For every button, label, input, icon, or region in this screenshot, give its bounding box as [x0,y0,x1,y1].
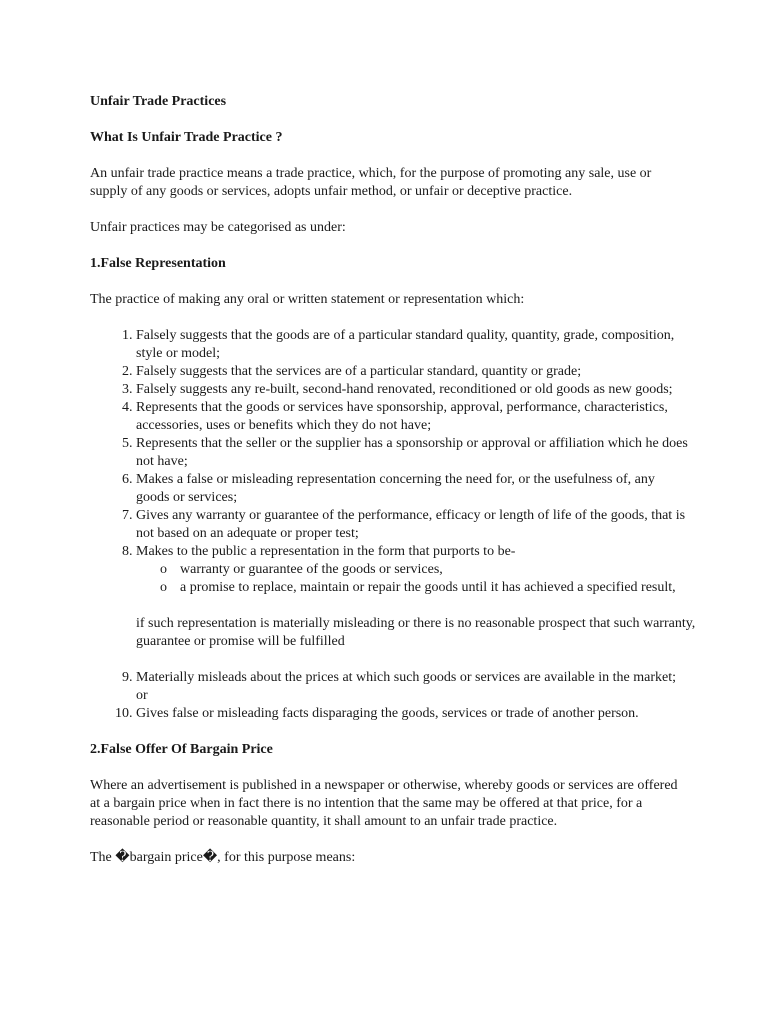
list-item: 9. Materially misleads about the prices at which such goods or services are available in the market; or [136,669,690,705]
list-item-8 [136,543,696,651]
list-item: 1. Falsely suggests that the goods are of a particular standard quality, quantity, grade, composition, style or model; [136,327,690,363]
list-item: 6. Makes a false or misleading representation concerning the need for, or the usefulness of, any goods or services; [136,471,690,507]
intro-paragraph: An unfair trade practice means a trade practice, which, for the purpose of promoting any sale, use or supply of any goods or services, adopts unfair method, or unfair or deceptive practice. [90,166,652,199]
section-1-heading: 1.False Representation [90,256,226,271]
circle-bullet-icon: o [160,580,167,595]
sub-list-item [160,579,690,597]
representation-note: if such representation is materially misleading or there is no reasonable prospect that such warranty, guarantee or promise will be fulfilled [136,616,696,649]
section-2-body: Where an advertisement is published in a newspaper or otherwise, whereby goods or services are offered at a bargain price when in fact there is no intention that the same may be offered at that price, for a reasonable period or reasonable quantity, it shall amount to an unfair trade practice. [90,778,678,829]
sub-list-item-text: a promise to replace, maintain or repair the goods until it has achieved a specified result, [180,580,676,595]
circle-bullet-icon: o [160,562,167,577]
sub-list-item [160,561,690,579]
list-item: 7. Gives any warranty or guarantee of the performance, efficacy or length of life of the goods, that is not based on an adequate or proper test; [136,507,690,543]
list-item: 10. Gives false or misleading facts disparaging the goods, services or trade of another person. [136,705,690,723]
sub-list-item-text: warranty or guarantee of the goods or services, [180,562,443,577]
list-item: 4. Represents that the goods or services have sponsorship, approval, performance, characteristics, accessories, uses or benefits which they do not have; [136,399,690,435]
list-item-text: Makes to the public a representation in the form that purports to be- [136,544,516,559]
sub-list [136,561,690,597]
section-1-lead: The practice of making any oral or written statement or representation which: [90,292,525,307]
categorised-paragraph: Unfair practices may be categorised as under: [90,220,346,235]
bargain-price-line: The �bargain price�, for this purpose means: [90,850,356,865]
section-2-heading: 2.False Offer Of Bargain Price [90,742,273,757]
document-title: Unfair Trade Practices [90,94,227,109]
false-representation-list [90,327,696,723]
list-item: 3. Falsely suggests any re-built, second-hand renovated, reconditioned or old goods as new goods; [136,381,690,399]
list-item: 2. Falsely suggests that the services are of a particular standard, quantity or grade; [136,363,690,381]
document-page [90,93,696,885]
list-item: 5. Represents that the seller or the supplier has a sponsorship or approval or affiliation which he does not have; [136,435,690,471]
question-heading: What Is Unfair Trade Practice ? [90,130,283,145]
